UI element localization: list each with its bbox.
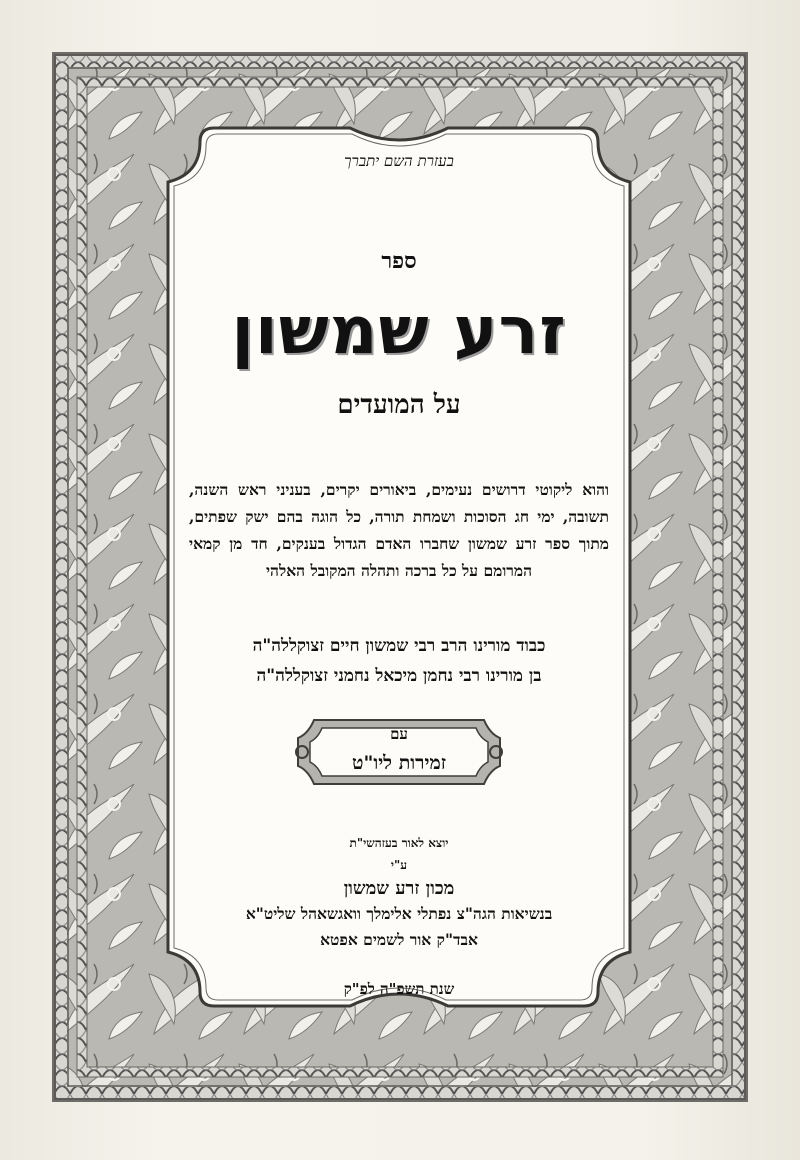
publication-year: שנת תשפ"ה לפ"ק xyxy=(343,980,455,998)
auspices-line: בנשיאות הגה"צ נפתלי אלימלך וואגשאהל שליט"א xyxy=(245,904,553,923)
with-label: עם xyxy=(390,725,408,743)
by-label: ע"י xyxy=(390,858,408,872)
publisher-name: מכון זרע שמשון xyxy=(343,878,455,899)
sefer-label: ספר xyxy=(381,248,417,274)
title-panel xyxy=(160,122,638,1012)
book-title: זרע שמשון xyxy=(231,292,567,369)
book-subtitle: על המועדים xyxy=(337,390,461,420)
zmirot-label: זמירות ליו"ט xyxy=(351,752,447,774)
author-line-1: כבוד מורינו הרב רבי שמשון חיים זצוקללה"ה xyxy=(252,636,546,656)
book-description: והוא ליקוטי דרושים נעימים, ביאורים יקרים, בעניני ראש השנה, תשובה, ימי חג הסוכות ושמחת תורה, כל הוגה בהם ישק שפתים, מתוך ספר זרע שמשון שחברו האדם הגדול בענקים, חד מן קמאי המרומם על כל ברכה ותהלה המקובל האלהי xyxy=(189,480,609,580)
publish-line: יוצא לאור בעזהשי"ת xyxy=(349,836,449,850)
rabbi-title-line: אבד"ק אור לשמים אפטא xyxy=(320,930,478,949)
blessing-line: בעזרת השם יתברך xyxy=(344,152,454,170)
title-page-text xyxy=(160,122,638,1012)
author-line-2: בן מורינו רבי נחמן מיכאל נחמני זצוקללה"ה xyxy=(256,666,542,686)
